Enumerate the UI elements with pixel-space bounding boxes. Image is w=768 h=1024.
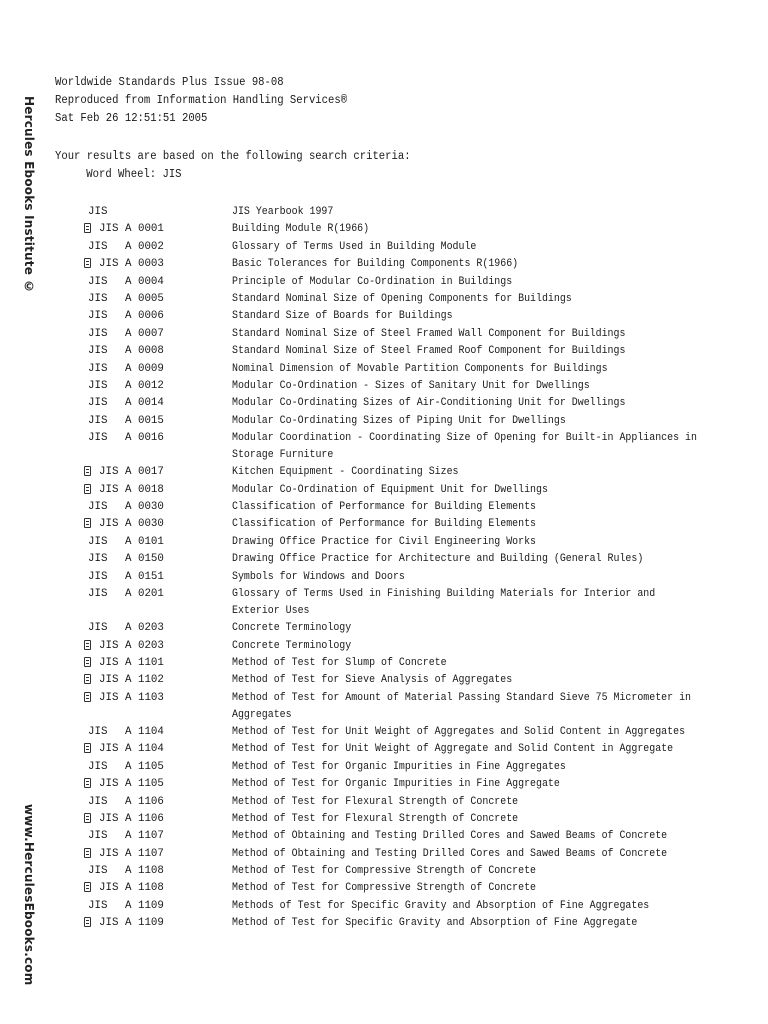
standard-title: Method of Test for Organic Impurities in Fine Aggregate [232, 778, 560, 791]
standard-org: JIS [88, 725, 108, 738]
standard-org: JIS [88, 327, 108, 340]
standard-number: A 0018 [125, 483, 164, 496]
standard-number: A 0203 [125, 639, 164, 652]
standard-number: A 1104 [125, 743, 164, 756]
standard-title: Drawing Office Practice for Civil Engineering Works [232, 535, 537, 548]
standard-number: A 1109 [125, 899, 164, 912]
standard-title: Method of Test for Flexural Strength of Concrete [232, 812, 519, 825]
standard-title: Method of Test for Organic Impurities in Fine Aggregates [232, 760, 566, 773]
standard-org: JIS [88, 570, 108, 583]
standard-title: Classification of Performance for Building Elements [232, 501, 537, 514]
list-item[interactable] [84, 724, 744, 741]
list-item[interactable] [84, 326, 744, 343]
standard-title: Standard Nominal Size of Opening Components for Buildings [232, 292, 572, 305]
list-item[interactable] [84, 741, 744, 758]
standard-number: A 0006 [125, 310, 164, 323]
document-header [55, 74, 347, 128]
standard-org: JIS [88, 275, 108, 288]
standard-number: A 0014 [125, 397, 164, 410]
standard-org: JIS [88, 760, 108, 773]
standard-title: Nominal Dimension of Movable Partition Components for Buildings [232, 362, 608, 375]
standard-number: A 1105 [125, 778, 164, 791]
standard-number: A 0017 [125, 466, 164, 479]
list-item[interactable] [84, 464, 744, 481]
standard-title: Method of Obtaining and Testing Drilled Cores and Sawed Beams of Concrete [232, 847, 668, 860]
header-source-line: Reproduced from Information Handling Services® [55, 94, 348, 107]
standard-number: A 0030 [125, 518, 164, 531]
document-icon[interactable] [84, 813, 91, 823]
standard-number: A 1105 [125, 760, 164, 773]
document-icon[interactable] [84, 778, 91, 788]
document-icon[interactable] [84, 258, 91, 268]
standard-org: JIS [99, 483, 119, 496]
standard-org: JIS [99, 917, 119, 930]
standard-title: Building Module R(1966) [232, 223, 370, 236]
standard-number: A 0101 [125, 535, 164, 548]
standard-number: A 0201 [125, 588, 164, 600]
standard-title: Modular Co-Ordinating Sizes of Piping Unit for Dwellings [232, 414, 566, 427]
standard-title: Concrete Terminology [232, 622, 352, 635]
standard-org: JIS [88, 432, 108, 445]
list-item[interactable] [84, 221, 744, 238]
standard-number: A 1107 [125, 830, 164, 843]
list-item[interactable] [84, 204, 744, 221]
standard-title: Kitchen Equipment - Coordinating Sizes [232, 466, 459, 479]
standard-title: Standard Size of Boards for Buildings [232, 310, 453, 323]
document-icon[interactable] [84, 692, 91, 702]
standard-org: JIS [99, 812, 119, 825]
standard-org: JIS [88, 397, 108, 410]
list-item[interactable] [84, 828, 744, 845]
document-icon[interactable] [84, 657, 91, 667]
list-item[interactable] [84, 361, 744, 378]
standard-org: JIS [88, 795, 108, 808]
document-icon[interactable] [84, 640, 91, 650]
list-item[interactable] [84, 586, 744, 620]
list-item[interactable] [84, 759, 744, 776]
results-list [84, 204, 744, 933]
list-item[interactable] [84, 343, 744, 360]
list-item[interactable] [84, 274, 744, 291]
standard-title: Method of Test for Compressive Strength of Concrete [232, 865, 537, 878]
standard-number: A 0151 [125, 570, 164, 583]
document-icon[interactable] [84, 882, 91, 892]
list-item[interactable] [84, 256, 744, 273]
list-item[interactable] [84, 846, 744, 863]
standard-org: JIS [99, 656, 119, 669]
standard-title: Method of Test for Unit Weight of Aggregates and Solid Content in Aggregates [232, 725, 686, 738]
standard-title: Method of Obtaining and Testing Drilled Cores and Sawed Beams of Concrete [232, 830, 668, 843]
standard-title: Standard Nominal Size of Steel Framed Roof Component for Buildings [232, 345, 626, 358]
standard-title: Principle of Modular Co-Ordination in Buildings [232, 275, 513, 288]
list-item[interactable] [84, 516, 744, 533]
standard-org: JIS [99, 466, 119, 479]
standard-number: A 0004 [125, 275, 164, 288]
document-icon[interactable] [84, 466, 91, 476]
standard-number: A 1104 [125, 725, 164, 738]
standard-org: JIS [88, 501, 108, 514]
standard-org: JIS [99, 691, 119, 704]
standard-number: A 1108 [125, 882, 164, 895]
header-issue-line: Worldwide Standards Plus Issue 98-08 [55, 76, 284, 89]
standard-title: Method of Test for Unit Weight of Aggregate and Solid Content in Aggregate [232, 743, 674, 756]
standard-org: JIS [88, 240, 108, 253]
standard-number: A 0150 [125, 553, 164, 566]
standard-org: JIS [88, 535, 108, 548]
list-item[interactable] [84, 482, 744, 499]
standard-number: A 1103 [125, 691, 164, 704]
list-item[interactable] [84, 499, 744, 516]
standard-number: A 0012 [125, 379, 164, 392]
standard-org: JIS [99, 674, 119, 687]
standard-org: JIS [88, 622, 108, 635]
list-item[interactable] [84, 672, 744, 689]
list-item[interactable] [84, 430, 744, 464]
document-icon[interactable] [84, 484, 91, 494]
standard-org: JIS [99, 639, 119, 652]
header-date-line: Sat Feb 26 12:51:51 2005 [55, 112, 208, 125]
standard-org: JIS [88, 310, 108, 323]
list-item[interactable] [84, 655, 744, 672]
standard-title: Modular Coordination - Coordinating Size of Opening for Built-in Appliances in Storage Furniture [232, 432, 697, 461]
standard-title: Modular Co-Ordination of Equipment Unit for Dwellings [232, 483, 548, 496]
list-item[interactable] [84, 776, 744, 793]
standard-org: JIS [99, 778, 119, 791]
standard-number: A 1106 [125, 795, 164, 808]
standard-org: JIS [88, 830, 108, 843]
standard-title: Basic Tolerances for Building Components R(1966) [232, 258, 519, 271]
list-item[interactable] [84, 308, 744, 325]
list-item[interactable] [84, 915, 744, 932]
document-icon[interactable] [84, 518, 91, 528]
watermark-institute: Hercules Ebooks Institute © [22, 96, 36, 294]
standard-org: JIS [99, 518, 119, 531]
standard-title: Standard Nominal Size of Steel Framed Wall Component for Buildings [232, 327, 626, 340]
standard-number: A 1107 [125, 847, 164, 860]
standard-title: Method of Test for Amount of Material Passing Standard Sieve 75 Micrometer in Aggregates [232, 691, 691, 721]
standard-title: Methods of Test for Specific Gravity and Absorption of Fine Aggregates [232, 899, 650, 912]
standard-title: Glossary of Terms Used in Building Module [232, 240, 477, 253]
document-icon[interactable] [84, 848, 91, 858]
standard-number: A 0009 [125, 362, 164, 375]
standard-org: JIS [88, 206, 108, 218]
standard-number: A 0015 [125, 414, 164, 427]
standard-title: JIS Yearbook 1997 [232, 206, 334, 218]
list-item[interactable] [84, 413, 744, 430]
standard-number: A 0005 [125, 292, 164, 305]
list-item[interactable] [84, 880, 744, 897]
standard-title: Modular Co-Ordinating Sizes of Air-Conditioning Unit for Dwellings [232, 397, 626, 410]
standard-org: JIS [88, 379, 108, 392]
list-item[interactable] [84, 638, 744, 655]
standard-number: A 1109 [125, 917, 164, 930]
standard-title: Method of Test for Flexural Strength of Concrete [232, 795, 519, 808]
standard-title: Modular Co-Ordination - Sizes of Sanitary Unit for Dwellings [232, 379, 590, 392]
list-item[interactable] [84, 620, 744, 637]
standard-title: Classification of Performance for Building Elements [232, 518, 537, 531]
standard-title: Method of Test for Sieve Analysis of Aggregates [232, 674, 513, 687]
standard-number: A 0003 [125, 258, 164, 271]
standard-org: JIS [88, 362, 108, 375]
list-item[interactable] [84, 239, 744, 256]
list-item[interactable] [84, 395, 744, 412]
standard-org: JIS [88, 345, 108, 358]
list-item[interactable] [84, 690, 744, 724]
standard-number: A 0008 [125, 345, 164, 358]
list-item[interactable] [84, 898, 744, 915]
document-icon[interactable] [84, 917, 91, 927]
standard-title: Method of Test for Compressive Strength of Concrete [232, 882, 537, 895]
criteria-word-wheel: Word Wheel: JIS [86, 168, 182, 181]
standard-title: Method of Test for Slump of Concrete [232, 656, 447, 669]
standard-title: Symbols for Windows and Doors [232, 570, 405, 583]
list-item[interactable] [84, 811, 744, 828]
standard-org: JIS [88, 588, 108, 600]
standard-org: JIS [99, 882, 119, 895]
list-item[interactable] [84, 534, 744, 551]
standard-number: A 0030 [125, 501, 164, 514]
search-criteria [55, 148, 411, 184]
watermark-website: www.HerculesEbooks.com [22, 804, 36, 986]
standard-title: Glossary of Terms Used in Finishing Building Materials for Interior and Exterior Uses [232, 588, 656, 617]
standard-number: A 1106 [125, 812, 164, 825]
standard-number: A 0007 [125, 327, 164, 340]
standard-org: JIS [99, 258, 119, 271]
standard-number: A 1108 [125, 865, 164, 878]
document-icon[interactable] [84, 743, 91, 753]
standard-title: Method of Test for Specific Gravity and Absorption of Fine Aggregate [232, 917, 638, 930]
criteria-intro: Your results are based on the following search criteria: [55, 150, 411, 163]
standard-org: JIS [88, 292, 108, 305]
standard-org: JIS [99, 223, 119, 236]
standard-number: A 0001 [125, 223, 164, 236]
standard-number: A 0002 [125, 240, 164, 253]
standard-title: Drawing Office Practice for Architecture and Building (General Rules) [232, 553, 644, 566]
document-icon[interactable] [84, 223, 91, 233]
standard-number: A 0203 [125, 622, 164, 635]
list-item[interactable] [84, 794, 744, 811]
standard-org: JIS [99, 743, 119, 756]
standard-number: A 1101 [125, 656, 164, 669]
list-item[interactable] [84, 378, 744, 395]
list-item[interactable] [84, 863, 744, 880]
standard-org: JIS [99, 847, 119, 860]
document-icon[interactable] [84, 674, 91, 684]
standard-org: JIS [88, 899, 108, 912]
list-item[interactable] [84, 551, 744, 568]
standard-org: JIS [88, 865, 108, 878]
list-item[interactable] [84, 569, 744, 586]
standard-org: JIS [88, 553, 108, 566]
list-item[interactable] [84, 291, 744, 308]
standard-title: Concrete Terminology [232, 639, 352, 652]
standard-number: A 0016 [125, 432, 164, 445]
standard-org: JIS [88, 414, 108, 427]
standard-number: A 1102 [125, 674, 164, 687]
